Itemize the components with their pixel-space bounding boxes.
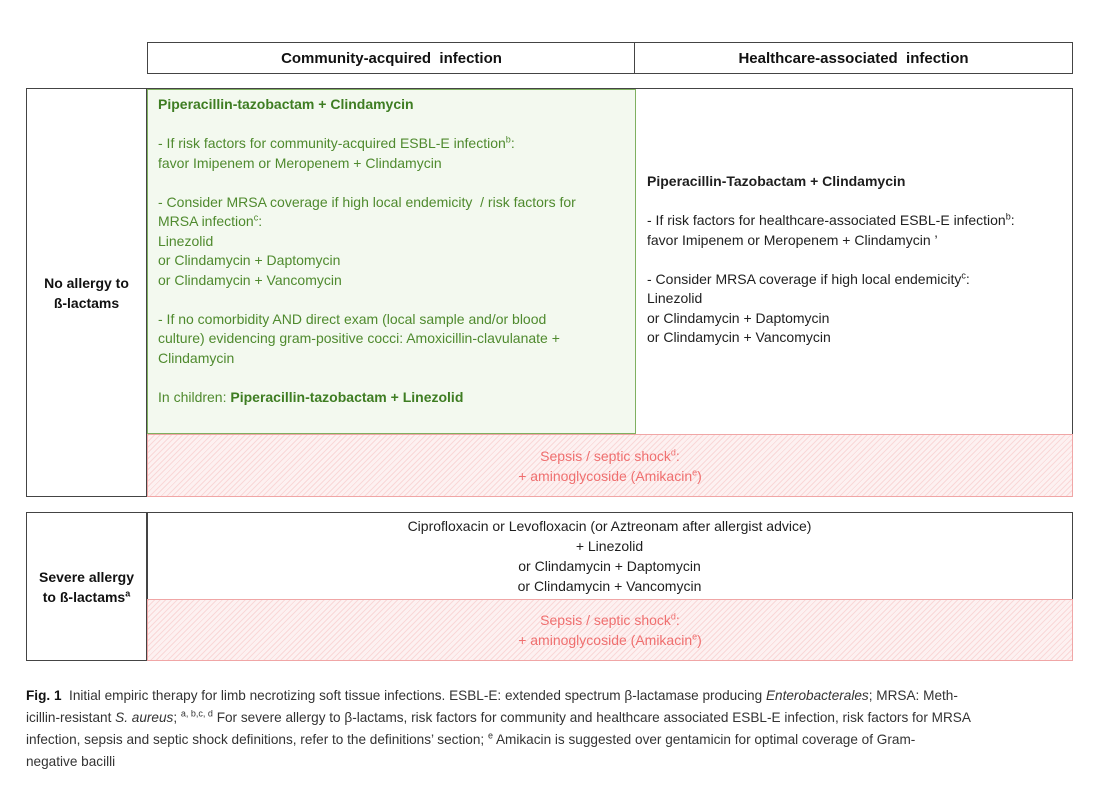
sepsis-label: Sepsis / septic shock [540,447,671,464]
no-allergy-label [27,89,146,496]
healthcare-option-1: Linezolid [647,290,703,306]
severe-allergy-therapy [147,513,1072,599]
severe-line3: or Clindamycin + Daptomycin [518,558,701,574]
children-regimen: Piperacillin-tazobactam + Linezolid [230,388,464,405]
footnote-e: e [692,466,698,477]
figure-caption [26,685,1076,773]
healthcare-esbl-line2: favor Imipenem or Meropenem + Clindamycin ’ [647,231,938,248]
caption-line2-start: icillin-resistant [26,710,116,725]
colon: : [675,612,680,628]
paren: ) [697,632,702,648]
caption-line3-end: Amikacin is suggested over gentamicin for optimal coverage of Gram- [492,732,916,747]
community-gp-line1: - If no comorbidity AND direct exam (local sample and/or blood [158,310,547,327]
footnote-c: c [253,212,259,223]
footnote-e: e [692,631,698,642]
healthcare-therapy-cell [637,172,1071,362]
footnote-c: c [961,269,966,280]
sepsis-row-no-allergy [147,434,1073,497]
sepsis-row-severe-allergy [147,599,1073,661]
no-allergy-label-line2: ß-lactams [53,294,120,311]
severe-allergy-label [27,513,146,660]
community-esbl-line1: - If risk factors for community-acquired ESBL-E infection [158,135,506,151]
header-healthcare [634,42,1073,74]
caption-italic-1: Enterobacterales [765,688,869,703]
community-gp-line3: Clindamycin [158,349,235,366]
caption-text-2: ; MRSA: Meth- [868,688,958,703]
footnote-d: d [670,446,676,457]
community-option-2: or Clindamycin + Daptomycin [158,252,341,268]
community-mrsa-line1: - Consider MRSA coverage if high local endemicity / risk factors for [158,193,576,210]
healthcare-option-3: or Clindamycin + Vancomycin [647,329,831,345]
severe-label-line2: to ß-lactams [42,588,126,605]
caption-italic-2: S. aureus [115,710,174,725]
colon: : [965,270,970,287]
no-allergy-label-line1: No allergy to [44,274,129,291]
healthcare-main-regimen: Piperacillin-Tazobactam + Clindamycin [647,173,906,189]
severe-line4: or Clindamycin + Vancomycin [517,578,702,594]
paren: ) [697,467,702,484]
healthcare-option-2: or Clindamycin + Daptomycin [647,309,830,326]
caption-text-4: For severe allergy to β-lactams, risk factors for community and healthcare associated ESBL-E infection, risk factors for MRSA [212,710,971,725]
severe-line2: + Linezolid [575,538,644,554]
header-healthcare-label: Healthcare-associated infection [738,49,969,67]
healthcare-esbl-line1: - If risk factors for healthcare-associated ESBL-E infection [647,212,1006,228]
sepsis-therapy: + aminoglycoside (Amikacin [518,467,693,484]
community-gp-line2: culture) evidencing gram-positive cocci: Amoxicillin-clavulanate + [158,330,560,346]
caption-line3: infection, sepsis and septic shock definitions, refer to the definitions’ section; [26,732,488,747]
caption-text-3: ; [173,710,181,725]
footnote-d: d [670,611,676,622]
figure-label: Fig. 1 [26,688,62,703]
healthcare-mrsa-line1: - Consider MRSA coverage if high local endemicity [647,270,962,287]
community-esbl-line2: favor Imipenem or Meropenem + Clindamycin [158,154,442,171]
footnote-b: b [505,134,511,145]
footnote-b: b [1005,211,1011,222]
community-option-3: or Clindamycin + Vancomycin [158,271,342,288]
community-main-regimen: Piperacillin-tazobactam + Clindamycin [158,96,414,112]
caption-text-1: Initial empiric therapy for limb necrotizing soft tissue infections. ESBL-E: extended spectrum β-lactamase producing [61,688,766,703]
community-option-1: Linezolid [158,232,214,249]
sepsis-label: Sepsis / septic shock [540,612,671,628]
caption-footnotes-abcd: a, b,c, d [180,708,213,719]
header-community-label: Community-acquired infection [281,49,502,67]
children-prefix: In children: [158,388,231,405]
colon: : [1010,212,1015,228]
sepsis-therapy: + aminoglycoside (Amikacin [518,632,693,648]
severe-line1: Ciprofloxacin or Levofloxacin (or Aztreonam after allergist advice) [407,518,812,534]
header-community [147,42,636,74]
colon: : [510,135,515,151]
colon: : [675,447,680,464]
caption-footnote-e: e [487,730,493,741]
colon: : [258,213,263,229]
community-therapy-cell [147,89,636,434]
community-mrsa-line2: MRSA infection [158,213,254,229]
footnote-a: a [125,587,131,598]
caption-line4: negative bacilli [26,754,116,769]
severe-label-line1: Severe allergy [39,568,134,585]
